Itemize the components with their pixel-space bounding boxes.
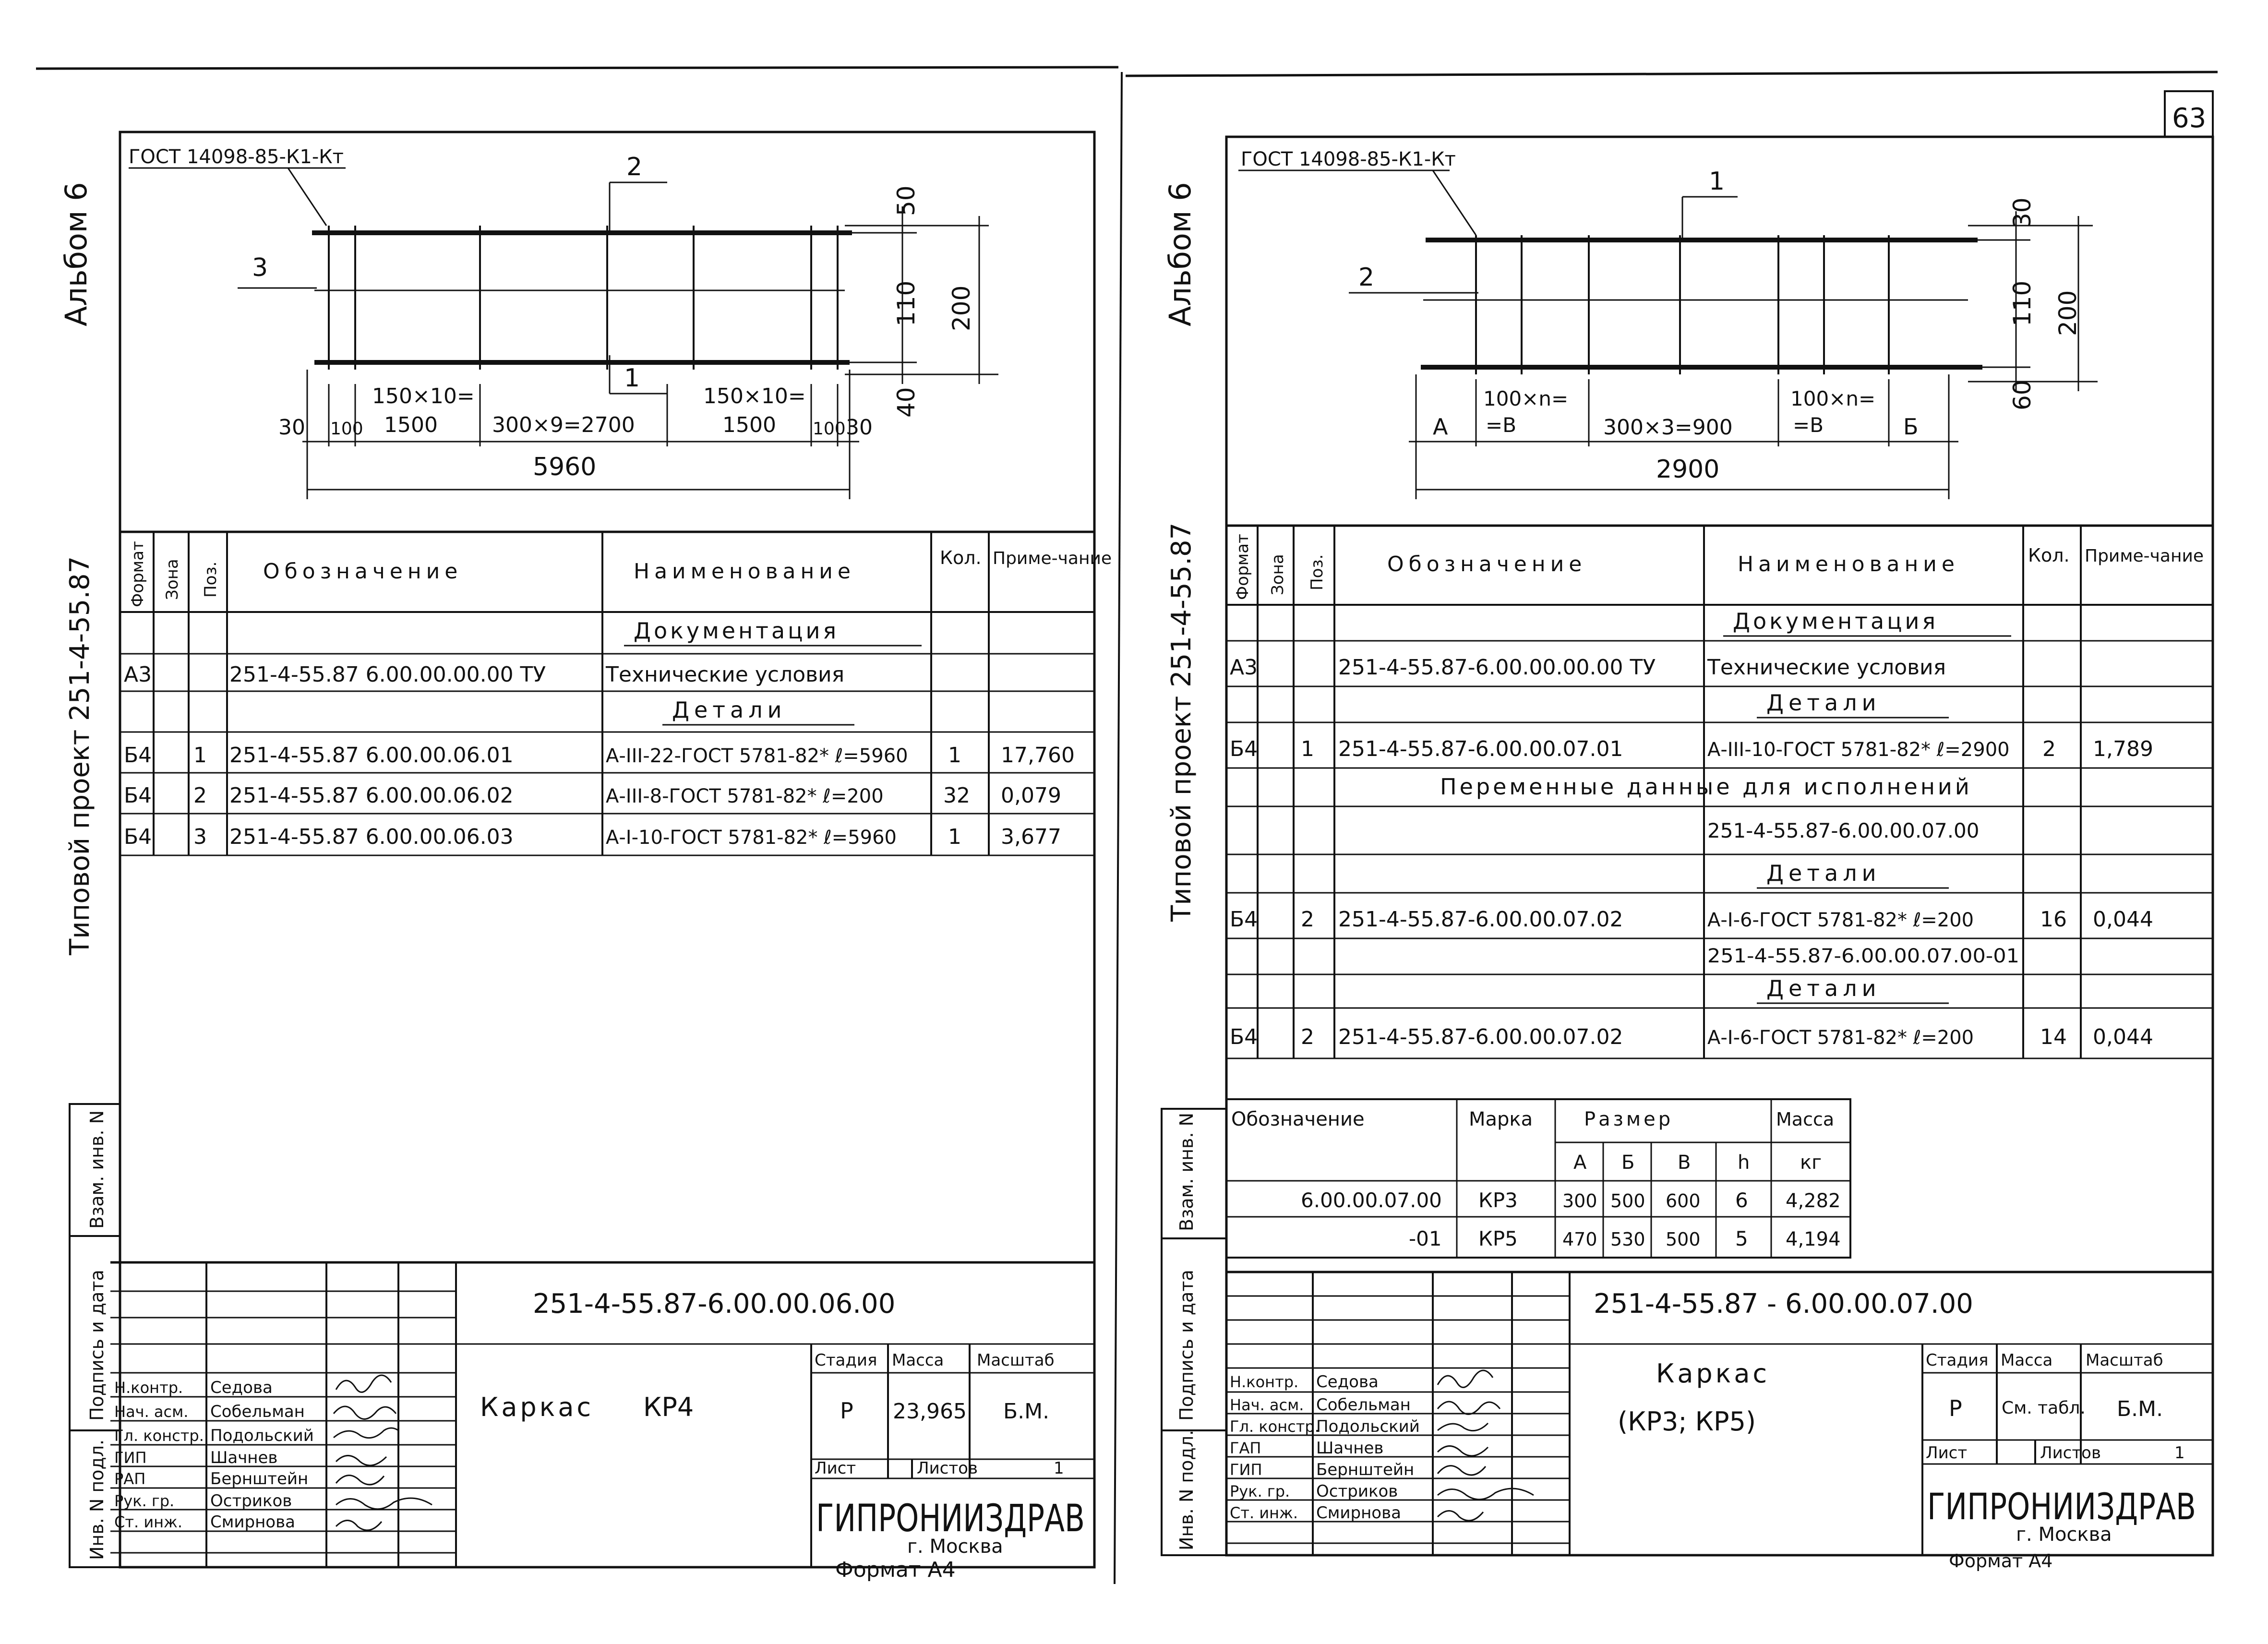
right-dim-100b-1: 100×n=	[1790, 387, 1876, 410]
right-role-3: ГАП	[1230, 1439, 1261, 1457]
right-title-block	[1226, 1272, 2213, 1555]
var-row2-b: 530	[1610, 1229, 1645, 1250]
right-head-zone: Зона	[1268, 554, 1287, 595]
left-row4-qty: 32	[943, 783, 970, 808]
left-stamp-sheets-label: Листов	[917, 1459, 978, 1478]
right-row10-fmt: Б4	[1230, 1025, 1258, 1049]
right-stamp-org: ГИПРОНИИЗДРАВ	[1927, 1485, 2196, 1528]
left-head-name: Наименование	[634, 559, 855, 584]
right-stamp-scale: Б.М.	[2117, 1397, 2163, 1421]
left-row4-note: 0,079	[1001, 783, 1061, 808]
left-dim-total: 200	[948, 285, 975, 331]
right-row3-fmt: Б4	[1230, 737, 1258, 761]
right-dim-100a-2: =В	[1486, 413, 1517, 437]
right-side-album: Альбом 6	[1163, 182, 1198, 326]
right-role-1: Нач. асм.	[1230, 1396, 1304, 1414]
right-head-format: Формат	[1233, 534, 1252, 600]
right-name-2: Подольский	[1316, 1417, 1420, 1436]
left-pos-2: 2	[626, 153, 643, 181]
right-row7-note: 0,044	[2093, 907, 2153, 932]
left-row3-code: 251-4-55.87 6.00.00.06.01	[229, 743, 514, 768]
left-title-block	[110, 1262, 1094, 1567]
left-row5-code: 251-4-55.87 6.00.00.06.03	[229, 825, 514, 849]
right-name-6: Смирнова	[1316, 1503, 1401, 1523]
left-row-section-docs: Документация	[634, 618, 840, 644]
var-row1-v: 600	[1666, 1190, 1701, 1212]
right-side-stamp-replace: Взам. инв. N	[1176, 1113, 1197, 1231]
left-row5-note: 3,677	[1001, 825, 1061, 849]
right-gost-label: ГОСТ 14098-85-К1-Кт	[1241, 148, 1456, 170]
left-pos-1: 1	[624, 364, 640, 393]
right-dim-top: 30	[2008, 197, 2036, 228]
left-head-note: Приме-чание	[993, 549, 1112, 568]
right-dim-bottom: 60	[2008, 380, 2036, 410]
left-pos-3: 3	[252, 253, 268, 282]
left-name-0: Седова	[210, 1378, 273, 1397]
right-row-section-details-1: Детали	[1766, 690, 1881, 716]
right-head-code: Обозначение	[1387, 552, 1587, 576]
right-dim-a: А	[1433, 414, 1448, 440]
left-row5-qty: 1	[948, 825, 961, 849]
left-stamp-title-2: КР4	[643, 1392, 694, 1422]
left-row4-code: 251-4-55.87 6.00.00.06.02	[229, 783, 514, 808]
right-head-pos: Поз.	[1308, 554, 1327, 590]
left-row1-name: Технические условия	[606, 662, 845, 687]
right-stamp-title-1: Каркас	[1656, 1358, 1770, 1389]
var-row2-mass: 4,194	[1786, 1228, 1841, 1250]
left-name-5: Остриков	[210, 1491, 292, 1511]
left-row1-code: 251-4-55.87 6.00.00.00.00 ТУ	[229, 662, 546, 687]
right-sheet	[1162, 91, 2213, 1572]
left-row4-fmt: Б4	[124, 783, 152, 808]
left-name-6: Смирнова	[210, 1512, 295, 1532]
left-stamp-mass-label: Масса	[892, 1351, 944, 1370]
var-sub-v: В	[1678, 1152, 1691, 1174]
left-head-format: Формат	[128, 541, 147, 607]
right-name-4: Бернштейн	[1316, 1460, 1415, 1479]
var-sub-b: Б	[1621, 1152, 1635, 1174]
right-side-stamp-inv: Инв. N подл.	[1176, 1429, 1197, 1550]
right-role-4: ГИП	[1230, 1461, 1262, 1479]
right-role-5: Рук. гр.	[1230, 1482, 1290, 1500]
left-row3-fmt: Б4	[124, 743, 152, 768]
right-dim-mid: 110	[2008, 280, 2036, 326]
right-row10-name: А-I-6-ГОСТ 5781-82* ℓ=200	[1707, 1027, 1974, 1049]
left-side-project: Типовой проект 251-4-55.87	[64, 556, 96, 955]
left-sheet	[59, 132, 1112, 1582]
right-row3-name: А-III-10-ГОСТ 5781-82* ℓ=2900	[1707, 739, 2010, 761]
left-row5-name: А-I-10-ГОСТ 5781-82* ℓ=5960	[606, 827, 897, 849]
right-stamp-scale-label: Масштаб	[2086, 1351, 2163, 1370]
right-row-variable-data: Переменные данные для исполнений	[1440, 774, 1972, 800]
right-name-1: Собельман	[1316, 1395, 1411, 1415]
right-row10-note: 0,044	[2093, 1025, 2153, 1049]
left-row3-name: А-III-22-ГОСТ 5781-82* ℓ=5960	[606, 745, 908, 767]
right-stamp-mass: См. табл.	[2002, 1398, 2086, 1418]
var-row2-a: 470	[1562, 1229, 1597, 1250]
right-head-note: Приме-чание	[2085, 546, 2204, 566]
right-dim-100a-1: 100×n=	[1483, 387, 1569, 410]
left-stamp-scale-label: Масштаб	[977, 1351, 1055, 1370]
right-spec-table	[1226, 526, 2213, 1058]
right-dim-b: Б	[1903, 414, 1919, 440]
left-row4-name: А-III-8-ГОСТ 5781-82* ℓ=200	[606, 785, 884, 807]
left-stamp-scale: Б.М.	[1003, 1399, 1050, 1424]
left-head-zone: Зона	[163, 559, 182, 600]
left-row3-note: 17,760	[1001, 743, 1075, 768]
right-side-stamp-sign: Подпись и дата	[1176, 1270, 1197, 1421]
var-row2-mark: КР5	[1478, 1227, 1518, 1250]
right-role-0: Н.контр.	[1230, 1373, 1299, 1391]
left-role-0: Н.контр.	[114, 1379, 183, 1397]
left-row4-pos: 2	[193, 783, 207, 808]
var-row1-designation: 6.00.00.07.00	[1301, 1188, 1442, 1212]
right-row3-qty: 2	[2042, 737, 2056, 761]
left-dim-mid: 110	[892, 280, 920, 326]
right-stamp-stage-label: Стадия	[1926, 1351, 1989, 1370]
left-dim-150a-1: 150×10=	[372, 384, 475, 408]
var-sub-kg: кг	[1800, 1152, 1822, 1174]
left-stamp-stage-label: Стадия	[815, 1351, 877, 1370]
left-stamp-stage: Р	[840, 1398, 853, 1424]
left-format-label: Формат А4	[835, 1558, 956, 1582]
left-frame-drawing	[129, 146, 998, 499]
var-sub-a: А	[1573, 1152, 1587, 1174]
right-row7-name: А-I-6-ГОСТ 5781-82* ℓ=200	[1707, 909, 1974, 931]
left-name-4: Бернштейн	[210, 1469, 309, 1488]
left-role-2: Гл. констр.	[114, 1427, 204, 1445]
right-row10-qty: 14	[2040, 1025, 2067, 1049]
left-signatures	[334, 1375, 432, 1530]
right-stamp-sheets-label: Листов	[2040, 1443, 2101, 1463]
var-head-mark: Марка	[1469, 1108, 1533, 1130]
left-dim-100a: 100	[330, 419, 363, 439]
center-divider	[1115, 72, 1122, 1584]
page-number: 63	[2172, 103, 2207, 134]
right-row7-code: 251-4-55.87-6.00.00.07.02	[1338, 907, 1623, 932]
var-head-designation: Обозначение	[1231, 1108, 1365, 1130]
left-dim-300: 300×9=2700	[492, 413, 635, 437]
var-sub-h: h	[1738, 1152, 1750, 1174]
left-row1-fmt: А3	[124, 662, 152, 687]
var-row2-designation: -01	[1409, 1227, 1442, 1250]
left-gost-label: ГОСТ 14098-85-К1-Кт	[129, 146, 344, 168]
left-head-code: Обозначение	[263, 559, 463, 584]
left-stamp-sheets-value: 1	[1054, 1459, 1064, 1478]
right-row7-fmt: Б4	[1230, 907, 1258, 932]
right-stamp-city: г. Москва	[2016, 1524, 2112, 1546]
right-dim-overall: 2900	[1656, 455, 1720, 484]
right-row-section-docs: Документация	[1733, 608, 1939, 634]
right-row5-name: 251-4-55.87-6.00.00.07.00	[1707, 819, 1980, 842]
right-name-3: Шачнев	[1316, 1439, 1384, 1458]
right-pos-2: 2	[1358, 263, 1375, 292]
var-row1-h: 6	[1735, 1188, 1748, 1212]
right-row1-fmt: А3	[1230, 655, 1258, 680]
left-dim-150b-2: 1500	[722, 413, 776, 437]
right-row3-code: 251-4-55.87-6.00.00.07.01	[1338, 737, 1623, 761]
top-rule-left	[36, 67, 1118, 69]
left-row5-fmt: Б4	[124, 825, 152, 849]
left-dim-150a-2: 1500	[384, 413, 438, 437]
var-head-mass: Масса	[1776, 1109, 1835, 1130]
left-dim-overall: 5960	[533, 453, 597, 481]
left-dim-30a: 30	[278, 415, 305, 440]
left-head-qty: Кол.	[940, 547, 982, 568]
var-row1-b: 500	[1610, 1190, 1645, 1212]
left-row5-pos: 3	[193, 825, 207, 849]
right-row3-pos: 1	[1301, 737, 1314, 761]
right-stamp-sheet-label: Лист	[1926, 1443, 1968, 1463]
right-signatures	[1438, 1370, 1534, 1521]
left-stamp-org: ГИПРОНИИЗДРАВ	[816, 1497, 1085, 1540]
right-stamp-sheets-value: 1	[2174, 1443, 2185, 1463]
var-head-size: Размер	[1584, 1108, 1674, 1130]
var-row2-h: 5	[1735, 1227, 1748, 1250]
left-name-1: Собельман	[210, 1402, 305, 1421]
left-stamp-designation: 251-4-55.87-6.00.00.06.00	[533, 1288, 896, 1320]
right-row7-pos: 2	[1301, 907, 1314, 932]
right-row1-name: Технические условия	[1707, 655, 1946, 680]
right-stamp-title-2: (КР3; КР5)	[1618, 1406, 1756, 1437]
left-dim-30b: 30	[846, 415, 873, 440]
right-row-section-details-2: Детали	[1766, 860, 1881, 886]
left-role-6: Ст. инж.	[114, 1513, 183, 1531]
right-name-5: Остриков	[1316, 1482, 1398, 1501]
right-pos-1: 1	[1709, 167, 1725, 196]
right-frame	[1226, 137, 2213, 1555]
left-side-stamp-sign: Подпись и дата	[86, 1270, 108, 1421]
right-name-0: Седова	[1316, 1372, 1379, 1392]
right-row7-qty: 16	[2040, 907, 2067, 932]
left-name-3: Шачнев	[210, 1448, 278, 1467]
left-dim-100b: 100	[813, 419, 846, 439]
right-dim-total: 200	[2054, 290, 2082, 336]
left-head-pos: Поз.	[201, 561, 220, 598]
right-head-qty: Кол.	[2028, 545, 2070, 566]
left-dim-top: 50	[892, 185, 920, 216]
left-role-3: ГИП	[114, 1449, 147, 1467]
right-row1-code: 251-4-55.87-6.00.00.00.00 ТУ	[1338, 655, 1656, 680]
var-row1-mass: 4,282	[1786, 1190, 1841, 1212]
right-stamp-designation: 251-4-55.87 - 6.00.00.07.00	[1594, 1288, 1973, 1320]
left-stamp-sheet-label: Лист	[815, 1459, 856, 1478]
left-stamp-mass: 23,965	[893, 1399, 967, 1424]
left-row3-pos: 1	[193, 743, 207, 768]
right-row10-pos: 2	[1301, 1025, 1314, 1049]
right-side-project: Типовой проект 251-4-55.87	[1166, 522, 1197, 922]
left-role-1: Нач. асм.	[114, 1403, 189, 1421]
right-format-label: Формат А4	[1949, 1550, 2053, 1572]
right-row-section-details-3: Детали	[1766, 975, 1881, 1001]
left-dim-150b-1: 150×10=	[703, 384, 806, 408]
top-rule-right	[1126, 72, 2218, 76]
right-role-2: Гл. констр.	[1230, 1417, 1320, 1436]
left-row3-qty: 1	[948, 743, 961, 768]
right-row10-code: 251-4-55.87-6.00.00.07.02	[1338, 1025, 1623, 1049]
var-row1-a: 300	[1562, 1190, 1597, 1212]
left-side-album: Альбом 6	[59, 182, 94, 326]
left-name-2: Подольский	[210, 1426, 314, 1445]
left-side-stamp-replace: Взам. инв. N	[86, 1110, 108, 1229]
right-head-name: Наименование	[1738, 552, 1959, 576]
right-row3-note: 1,789	[2093, 737, 2153, 761]
left-role-5: Рук. гр.	[114, 1492, 175, 1510]
right-variable-table	[1226, 1099, 1850, 1258]
right-row8-name: 251-4-55.87-6.00.00.07.00-01	[1707, 945, 2019, 967]
right-frame-drawing	[1238, 148, 2098, 499]
var-row1-mark: КР3	[1478, 1188, 1518, 1212]
var-row2-v: 500	[1666, 1229, 1701, 1250]
right-dim-300: 300×3=900	[1603, 415, 1733, 440]
left-side-stamp-inv: Инв. N подл.	[86, 1439, 108, 1560]
left-stamp-title-1: Каркас	[480, 1392, 594, 1422]
right-role-6: Ст. инж.	[1230, 1504, 1298, 1522]
right-stamp-mass-label: Масса	[2001, 1351, 2053, 1370]
left-dim-bottom: 40	[892, 387, 920, 418]
right-dim-100b-2: =В	[1793, 413, 1824, 437]
left-spec-table	[120, 532, 1112, 855]
left-stamp-city: г. Москва	[907, 1536, 1003, 1558]
left-role-4: РАП	[114, 1470, 146, 1488]
right-stamp-stage: Р	[1949, 1395, 1962, 1421]
left-row-section-details: Детали	[672, 697, 787, 723]
